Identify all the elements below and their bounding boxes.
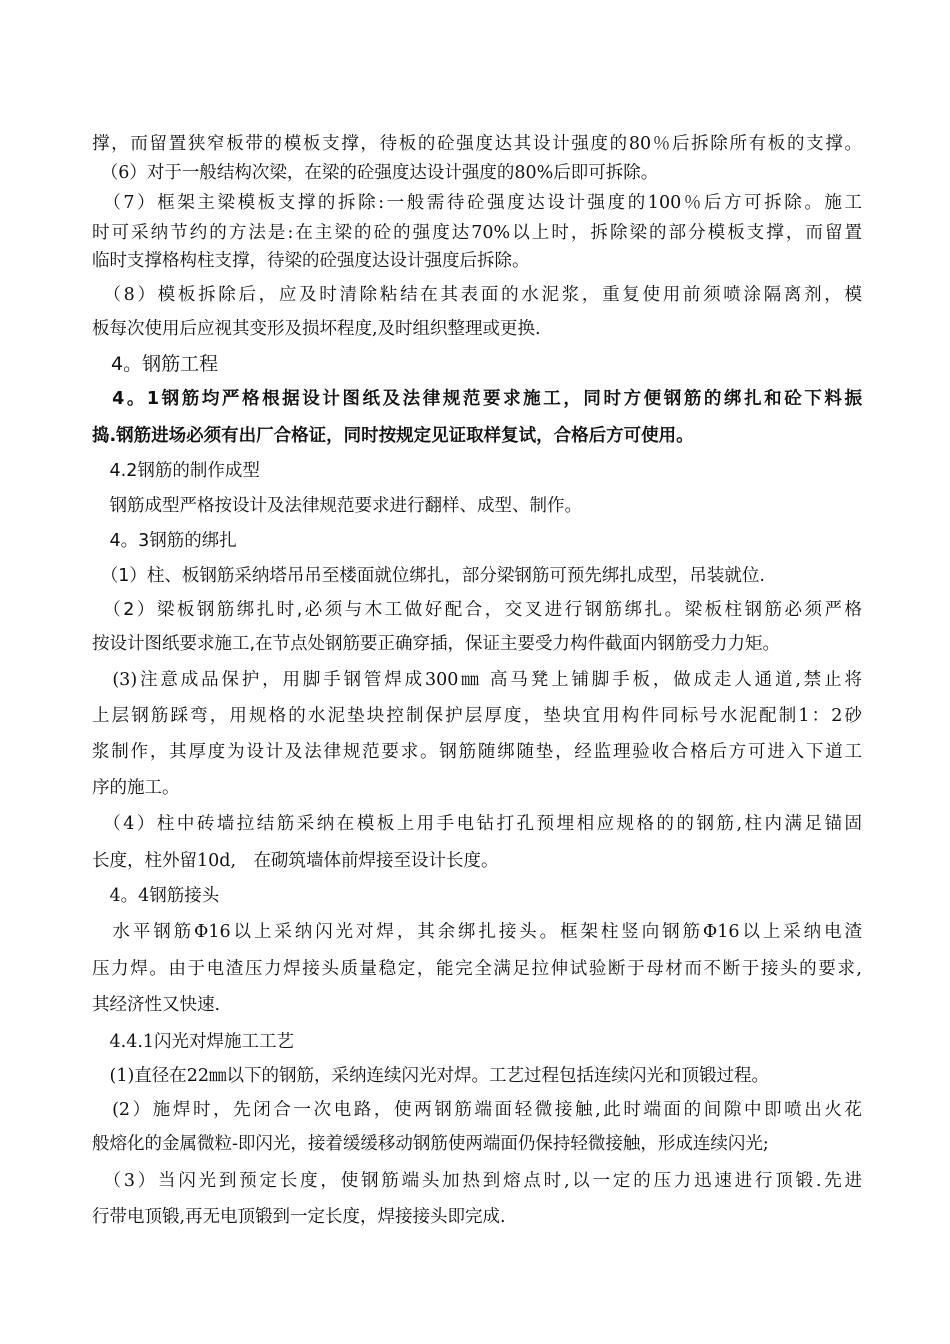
subsection-heading: 4。4钢筋接头 xyxy=(92,886,220,906)
paragraph-line: 压力焊。由于电渣压力焊接头质量稳定，能完全满足拉伸试验断于母材而不断于接头的要求, xyxy=(92,959,862,979)
paragraph-line: （2）梁板钢筋绑扎时,必须与木工做好配合，交叉进行钢筋绑扎。梁板柱钢筋必须严格 xyxy=(92,600,862,620)
paragraph-line: 序的施工。 xyxy=(92,778,180,798)
paragraph-line: (1)直径在22㎜以下的钢筋，采纳连续闪光对焊。工艺过程包括连续闪光和顶锻过程。 xyxy=(92,1066,770,1086)
bold-paragraph-line: 4。1钢筋均严格根据设计图纸及法律规范要求施工，同时方便钢筋的绑扎和砼下料振 xyxy=(92,389,862,409)
bold-paragraph-line: 捣.钢筋进场必须有出厂合格证，同时按规定见证取样复试，合格后方可使用。 xyxy=(92,426,694,446)
section-heading: 4。钢筋工程 xyxy=(92,353,219,375)
paragraph-line: 其经济性又快速. xyxy=(92,995,221,1015)
subsection-heading: 4。3钢筋的绑扎 xyxy=(92,531,237,551)
paragraph-line: （4）柱中砖墙拉结筋采纳在模板上用手电钻打孔预埋相应规格的的钢筋,柱内满足锚固 xyxy=(92,814,862,834)
subsection-heading: 4.4.1闪光对焊施工工艺 xyxy=(92,1032,295,1052)
paragraph-line: 行带电顶锻,再无电顶锻到一定长度，焊接接头即完成. xyxy=(92,1207,506,1227)
paragraph-line: （3）当闪光到预定长度，使钢筋端头加热到熔点时,以一定的压力迅速进行顶锻.先进 xyxy=(92,1171,862,1191)
paragraph-line: 时可采纳节约的方法是:在主梁的砼的强度达70%以上时，拆除梁的部分模板支撑，而留置 xyxy=(92,223,862,243)
paragraph-line: 撑，而留置狭窄板带的模板支撑，待板的砼强度达其设计强度的80％后拆除所有板的支撑。 xyxy=(92,134,862,154)
paragraph-line: 浆制作，其厚度为设计及法律规范要求。钢筋随绑随垫，经监理验收合格后方可进入下道工 xyxy=(92,742,862,762)
paragraph-line: 按设计图纸要求施工,在节点处钢筋要正确穿插，保证主要受力构件截面内钢筋受力力矩。 xyxy=(92,634,781,654)
paragraph-line: 般熔化的金属微粒-即闪光，接着缓缓移动钢筋使两端面仍保持轻微接触，形成连续闪光; xyxy=(92,1134,769,1154)
subsection-heading: 4.2钢筋的制作成型 xyxy=(92,461,260,481)
paragraph-line: 长度，柱外留10d, 在砌筑墙体前焊接至设计长度。 xyxy=(92,851,499,871)
paragraph-line: （6）对于一般结构次梁，在梁的砼强度达设计强度的80%后即可拆除。 xyxy=(92,163,659,183)
paragraph-line: （1）柱、板钢筋采纳塔吊吊至楼面就位绑扎，部分梁钢筋可预先绑扎成型，吊装就位. xyxy=(92,566,765,586)
paragraph-line: 上层钢筋踩弯，用规格的水泥垫块控制保护层厚度，垫块宜用构件同标号水泥配制1：2砂 xyxy=(92,706,862,726)
paragraph-line: （7）框架主梁模板支撑的拆除:一般需待砼强度达设计强度的100％后方可拆除。施工 xyxy=(92,193,862,213)
paragraph-line: 临时支撑格构柱支撑，待梁的砼强度达设计强度后拆除。 xyxy=(92,251,530,271)
paragraph-line: (3)注意成品保护，用脚手钢管焊成300㎜ 高马凳上铺脚手板，做成走人通道,禁止将 xyxy=(92,670,862,690)
paragraph-line: (2）施焊时，先闭合一次电路，使两钢筋端面轻微接触,此时端面的间隙中即喷出火花 xyxy=(92,1100,862,1120)
paragraph-line: 钢筋成型严格按设计及法律规范要求进行翻样、成型、制作。 xyxy=(92,496,582,516)
paragraph-line: （8）模板拆除后，应及时清除粘结在其表面的水泥浆，重复使用前须喷涂隔离剂，模 xyxy=(92,285,862,305)
paragraph-line: 板每次使用后应视其变形及损坏程度,及时组织整理或更换. xyxy=(92,319,541,339)
paragraph-line: 水平钢筋Φ16以上采纳闪光对焊，其余绑扎接头。框架柱竖向钢筋Φ16以上采纳电渣 xyxy=(92,922,862,942)
